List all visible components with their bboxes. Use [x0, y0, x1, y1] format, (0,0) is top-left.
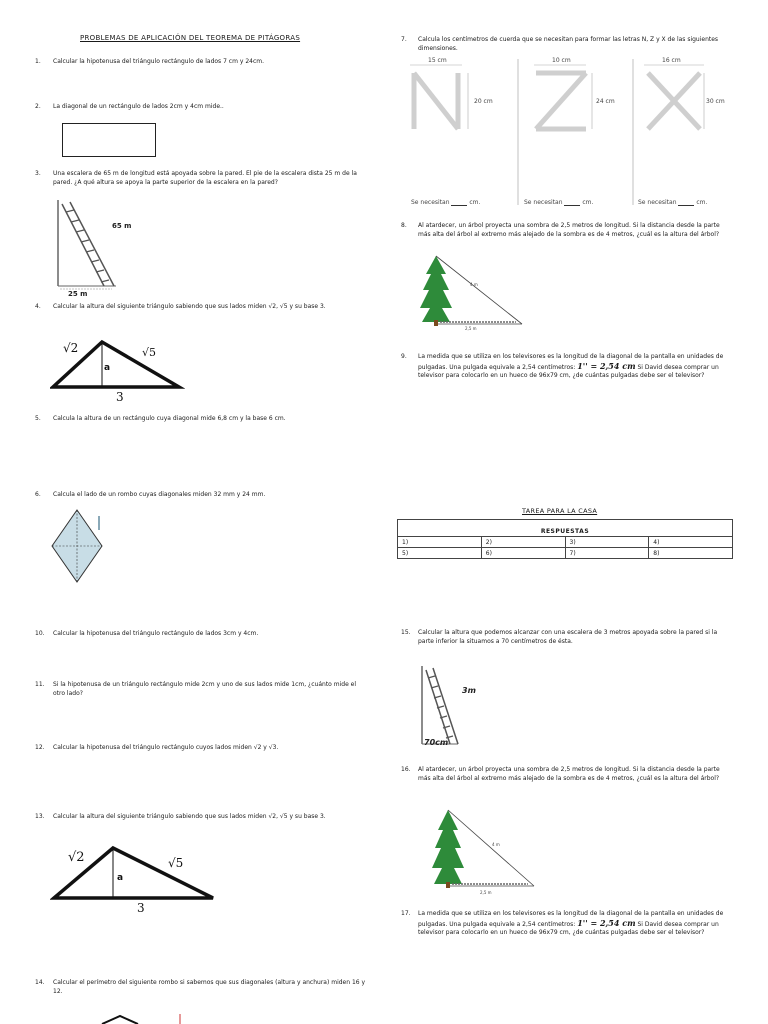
problem-number: 11.: [35, 681, 45, 688]
answer-cell[interactable]: 6): [481, 548, 565, 559]
rhombus-side-marker: [98, 516, 100, 530]
problem-number: 17.: [401, 910, 411, 917]
problem-number: 12.: [35, 744, 45, 751]
answer-blank[interactable]: [678, 199, 694, 206]
tree-shadow-figure-1: [418, 252, 528, 332]
ladder-base-label: 25 m: [68, 290, 88, 298]
problem-number: 1.: [35, 58, 41, 65]
problem-2-text: La diagonal de un rectángulo de lados 2cm y 4cm mide..: [53, 103, 224, 110]
answer-blank[interactable]: [564, 199, 580, 206]
letter-z-answer: Se necesitan cm.: [524, 199, 594, 206]
problem-17-text: La medida que se utiliza en los televisores es la longitud de la diagonal de la pantalla en unidades de pulgadas. Una pulgada equivale a 2,54 centímetros: 1'' = 2,54 cm Si David desea comprar un televisor para colocarlo en un hueco de 96x79 cm, ¿de cuántas pulgadas debe ser el televisor?: [418, 910, 724, 936]
triangle-2-base-label: 3: [137, 901, 145, 915]
inch-formula: 1'' = 2,54 cm: [577, 917, 636, 928]
letter-x-answer: Se necesitan cm.: [638, 199, 708, 206]
problem-13-text: Calcular la altura del siguiente triángulo sabiendo que sus lados miden √2, √5 y su base 3.: [53, 813, 326, 820]
answers-header: RESPUESTAS: [398, 520, 733, 537]
problem-number: 2.: [35, 103, 41, 110]
answer-cell[interactable]: 2): [481, 537, 565, 548]
ladder-figure-65m: [52, 198, 142, 300]
triangle-2-height-label: a: [117, 873, 124, 883]
problem-number: 4.: [35, 303, 41, 310]
problem-number: 6.: [35, 491, 41, 498]
rhombus-figure-2-partial: [90, 1012, 190, 1024]
table-row: [398, 537, 733, 548]
triangle-1-right-side: √5: [142, 346, 157, 359]
letter-x-height: 30 cm: [706, 98, 725, 105]
letter-z-width: 10 cm: [552, 57, 571, 64]
triangle-1-left-side: √2: [63, 341, 79, 355]
letter-z-height: 24 cm: [596, 98, 615, 105]
ladder-length-label: 65 m: [112, 222, 132, 230]
problem-10-text: Calcular la hipotenusa del triángulo rectángulo de lados 3cm y 4cm.: [53, 630, 259, 637]
tree-2-shadow-label: 2,5 m: [480, 890, 492, 895]
problem-number: 13.: [35, 813, 45, 820]
answer-blank[interactable]: [451, 199, 467, 206]
ladder-2-length-label: 3m: [462, 686, 476, 695]
answer-cell[interactable]: 3): [565, 537, 649, 548]
tree-2-hypotenuse-label: 4 m: [492, 842, 500, 847]
problem-5-text: Calcula la altura de un rectángulo cuya diagonal mide 6,8 cm y la base 6 cm.: [53, 415, 286, 422]
rectangle-figure: [62, 123, 156, 157]
triangle-1-height-label: a: [104, 363, 111, 373]
problem-number: 8.: [401, 222, 407, 229]
problem-7-text: Calcula los centímetros de cuerda que se necesitan para formar las letras N, Z y X de las siguientes dimensiones.: [418, 36, 719, 52]
triangle-2-left-side: √2: [68, 850, 85, 865]
problem-6-text: Calcula el lado de un rombo cuyas diagonales miden 32 mm y 24 mm.: [53, 491, 266, 498]
problem-12-text: Calcular la hipotenusa del triángulo rectángulo cuyos lados miden √2 y √3.: [53, 744, 279, 751]
problem-9-text: La medida que se utiliza en los televisores es la longitud de la diagonal de la pantalla en unidades de pulgadas. Una pulgada equivale a 2,54 centímetros: 1'' = 2,54 cm Si David desea comprar un televisor para colocarlo en un hueco de 96x79 cm, ¿de cuántas pulgadas debe ser el televisor?: [418, 353, 724, 379]
problem-8-text: Al atardecer, un árbol proyecta una sombra de 2,5 metros de longitud. Si la distancia desde la parte más alta del árbol al extremo más alejado de la sombra es de 4 metros, ¿cuál es la altura del árbol?: [418, 222, 720, 238]
answer-cell[interactable]: 8): [649, 548, 733, 559]
table-row: [398, 548, 733, 559]
answer-cell[interactable]: 1): [398, 537, 482, 548]
answer-cell[interactable]: 5): [398, 548, 482, 559]
letters-nzx-figure: [400, 57, 740, 207]
tree-1-hypotenuse-label: 4 m: [470, 282, 478, 287]
problem-number: 14.: [35, 979, 45, 986]
problem-number: 5.: [35, 415, 41, 422]
problem-number: 3.: [35, 170, 41, 177]
triangle-1-base-label: 3: [116, 390, 124, 404]
letter-n-height: 20 cm: [474, 98, 493, 105]
problem-1-text: Calcular la hipotenusa del triángulo rectángulo de lados 7 cm y 24cm.: [53, 58, 265, 65]
letter-x-width: 16 cm: [662, 57, 681, 64]
problem-15-text: Calcular la altura que podemos alcanzar con una escalera de 3 metros apoyada sobre la pared si la parte inferior la situamos a 70 centímetros de ésta.: [418, 629, 718, 645]
problem-4-text: Calcular la altura del siguiente triángulo sabiendo que sus lados miden √2, √5 y su base 3.: [53, 303, 326, 310]
answers-table: [397, 519, 733, 559]
problem-number: 9.: [401, 353, 407, 360]
problem-3-text: Una escalera de 65 m de longitud está apoyada sobre la pared. El pie de la escalera dista 25 m de la pared. ¿A qué altura se apoya la parte superior de la escalera en la pared?: [53, 170, 357, 186]
letter-n-width: 15 cm: [428, 57, 447, 64]
tree-shadow-figure-2: [430, 806, 540, 896]
letter-n-answer: Se necesitan cm.: [411, 199, 481, 206]
tree-1-shadow-label: 2,5 m: [465, 326, 477, 331]
rhombus-figure: [50, 508, 110, 584]
answer-cell[interactable]: 4): [649, 537, 733, 548]
problem-16-text: Al atardecer, un árbol proyecta una sombra de 2,5 metros de longitud. Si la distancia desde la parte más alta del árbol al extremo más alejado de la sombra es de 4 metros, ¿cuál es la altura del árbol?: [418, 766, 720, 782]
inch-formula: 1'' = 2,54 cm: [577, 360, 636, 371]
problem-number: 7.: [401, 36, 407, 43]
problem-number: 16.: [401, 766, 411, 773]
problem-number: 10.: [35, 630, 45, 637]
triangle-2-right-side: √5: [168, 856, 184, 870]
ladder-2-base-label: 70cm: [424, 738, 449, 747]
page-title: PROBLEMAS DE APLICACIÓN DEL TEOREMA DE PITÁGORAS: [80, 34, 301, 42]
problem-14-text: Calcular el perímetro del siguiente rombo si sabemos que sus diagonales (altura y anchura) miden 16 y 12.: [53, 979, 366, 995]
problem-number: 15.: [401, 629, 411, 636]
homework-title: TAREA PARA LA CASA: [522, 507, 598, 515]
answer-cell[interactable]: 7): [565, 548, 649, 559]
problem-11-text: Si la hipotenusa de un triángulo rectángulo mide 2cm y uno de sus lados mide 1cm, ¿cuánto mide el otro lado?: [53, 681, 357, 697]
